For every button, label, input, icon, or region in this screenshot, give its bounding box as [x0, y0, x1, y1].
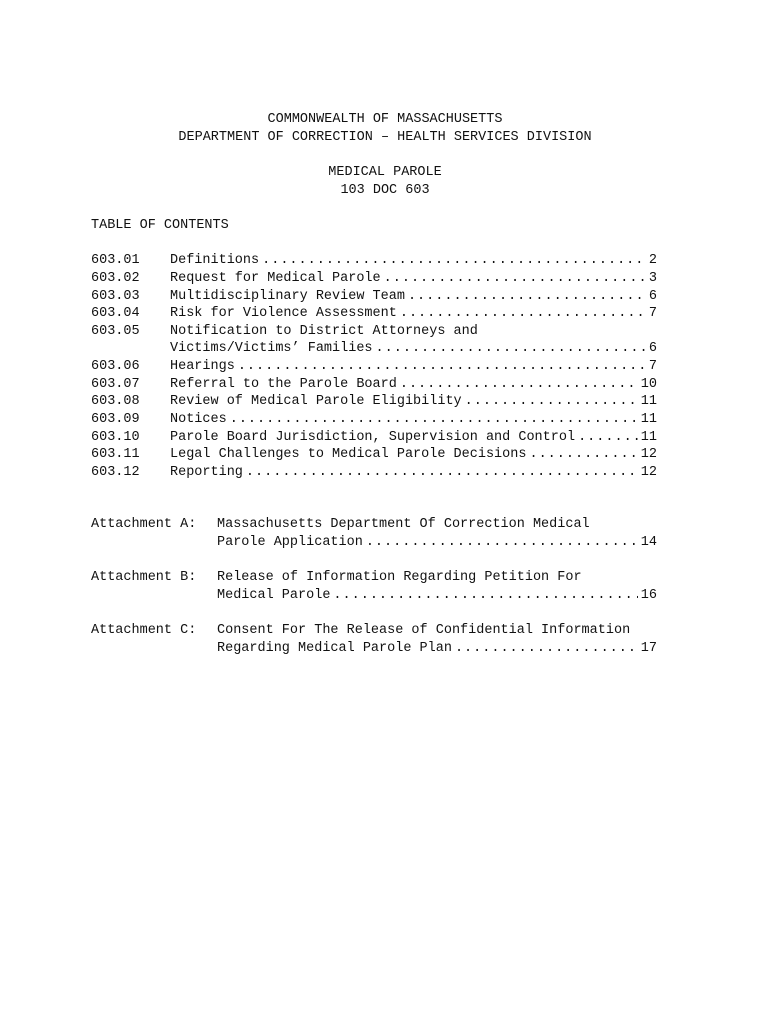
toc-entry-603-07[interactable]	[91, 376, 657, 394]
dot-leader	[376, 340, 646, 358]
toc-entry-page: 11	[640, 412, 657, 427]
toc-entry-page: 12	[640, 465, 657, 480]
dot-leader	[455, 640, 638, 658]
attachment-title: Consent For The Release of Confidential Information	[217, 623, 631, 638]
dot-leader	[400, 376, 638, 394]
toc-entry-page: 6	[648, 341, 657, 356]
attachment-page: 17	[640, 641, 657, 656]
toc-entry-page: 11	[640, 394, 657, 409]
header-department: DEPARTMENT OF CORRECTION – HEALTH SERVICES DIVISION	[178, 130, 592, 145]
attachment-title-continued: Regarding Medical Parole Plan	[217, 641, 452, 656]
toc-entry-page: 2	[648, 253, 657, 268]
dot-leader	[333, 587, 637, 605]
toc-entry-603-09[interactable]	[91, 411, 657, 429]
dot-leader	[366, 534, 638, 552]
toc-entry-number: 603.10	[91, 430, 140, 445]
toc-entry-page: 11	[640, 430, 657, 445]
toc-entry-title: Hearings	[170, 359, 235, 374]
dot-leader	[238, 358, 646, 376]
toc-entry-603-06[interactable]	[91, 358, 657, 376]
attachment-title: Release of Information Regarding Petition For	[217, 570, 582, 585]
toc-entry-page: 7	[648, 306, 657, 321]
toc-entry-number: 603.01	[91, 253, 140, 268]
dot-leader	[465, 393, 638, 411]
attachment-page: 16	[640, 588, 657, 603]
toc-entry-603-05[interactable]	[91, 323, 657, 341]
document-code: 103 DOC 603	[340, 183, 430, 198]
attachment-label: Attachment B:	[91, 570, 197, 585]
toc-entry-title: Legal Challenges to Medical Parole Decisions	[170, 447, 527, 462]
toc-entry-603-02[interactable]	[91, 270, 657, 288]
toc-entry-number: 603.11	[91, 447, 140, 462]
toc-entry-number: 603.05	[91, 324, 140, 339]
toc-entry-title: Notices	[170, 412, 227, 427]
toc-entry-title: Reporting	[170, 465, 243, 480]
dot-leader	[408, 288, 646, 306]
toc-entry-603-12[interactable]	[91, 464, 657, 482]
toc-entry-number: 603.08	[91, 394, 140, 409]
attachment-title-continued: Medical Parole	[217, 588, 331, 603]
toc-entry-603-11[interactable]	[91, 446, 657, 464]
toc-entry-page: 12	[640, 447, 657, 462]
header-commonwealth: COMMONWEALTH OF MASSACHUSETTS	[267, 112, 503, 127]
toc-entry-title: Risk for Violence Assessment	[170, 306, 397, 321]
attachment-label: Attachment C:	[91, 623, 197, 638]
toc-entry-603-05-continued[interactable]	[91, 340, 657, 358]
attachment-label: Attachment A:	[91, 517, 197, 532]
toc-entry-603-04[interactable]	[91, 305, 657, 323]
toc-entry-page: 7	[648, 359, 657, 374]
toc-entry-page: 10	[640, 377, 657, 392]
toc-entry-number: 603.12	[91, 465, 140, 480]
toc-entry-603-01[interactable]	[91, 252, 657, 270]
toc-entry-number: 603.09	[91, 412, 140, 427]
toc-entry-603-10[interactable]	[91, 429, 657, 447]
toc-entry-page: 3	[648, 271, 657, 286]
dot-leader	[529, 446, 637, 464]
toc-entry-page: 6	[648, 289, 657, 304]
toc-entry-number: 603.07	[91, 377, 140, 392]
dot-leader	[230, 411, 638, 429]
toc-entry-title-continued: Victims/Victims’ Families	[170, 341, 373, 356]
document-title: MEDICAL PAROLE	[328, 165, 442, 180]
toc-entry-number: 603.02	[91, 271, 140, 286]
dot-leader	[384, 270, 646, 288]
toc-entry-title: Definitions	[170, 253, 260, 268]
toc-entry-title: Referral to the Parole Board	[170, 377, 397, 392]
dot-leader	[262, 252, 646, 270]
toc-entry-title: Request for Medical Parole	[170, 271, 381, 286]
toc-entry-603-08[interactable]	[91, 393, 657, 411]
toc-heading: TABLE OF CONTENTS	[91, 218, 229, 233]
toc-entry-number: 603.06	[91, 359, 140, 374]
dot-leader	[246, 464, 638, 482]
toc-entry-title: Review of Medical Parole Eligibility	[170, 394, 462, 409]
toc-entry-title: Notification to District Attorneys and	[170, 324, 478, 339]
attachment-page: 14	[640, 535, 657, 550]
dot-leader	[400, 305, 646, 323]
toc-entry-603-03[interactable]	[91, 288, 657, 306]
attachment-title: Massachusetts Department Of Correction Medical	[217, 517, 590, 532]
toc-entry-title: Multidisciplinary Review Team	[170, 289, 405, 304]
toc-entry-number: 603.04	[91, 306, 140, 321]
toc-entry-number: 603.03	[91, 289, 140, 304]
toc-entry-title: Parole Board Jurisdiction, Supervision and Control	[170, 430, 576, 445]
attachment-title-continued: Parole Application	[217, 535, 363, 550]
dot-leader	[578, 429, 638, 447]
